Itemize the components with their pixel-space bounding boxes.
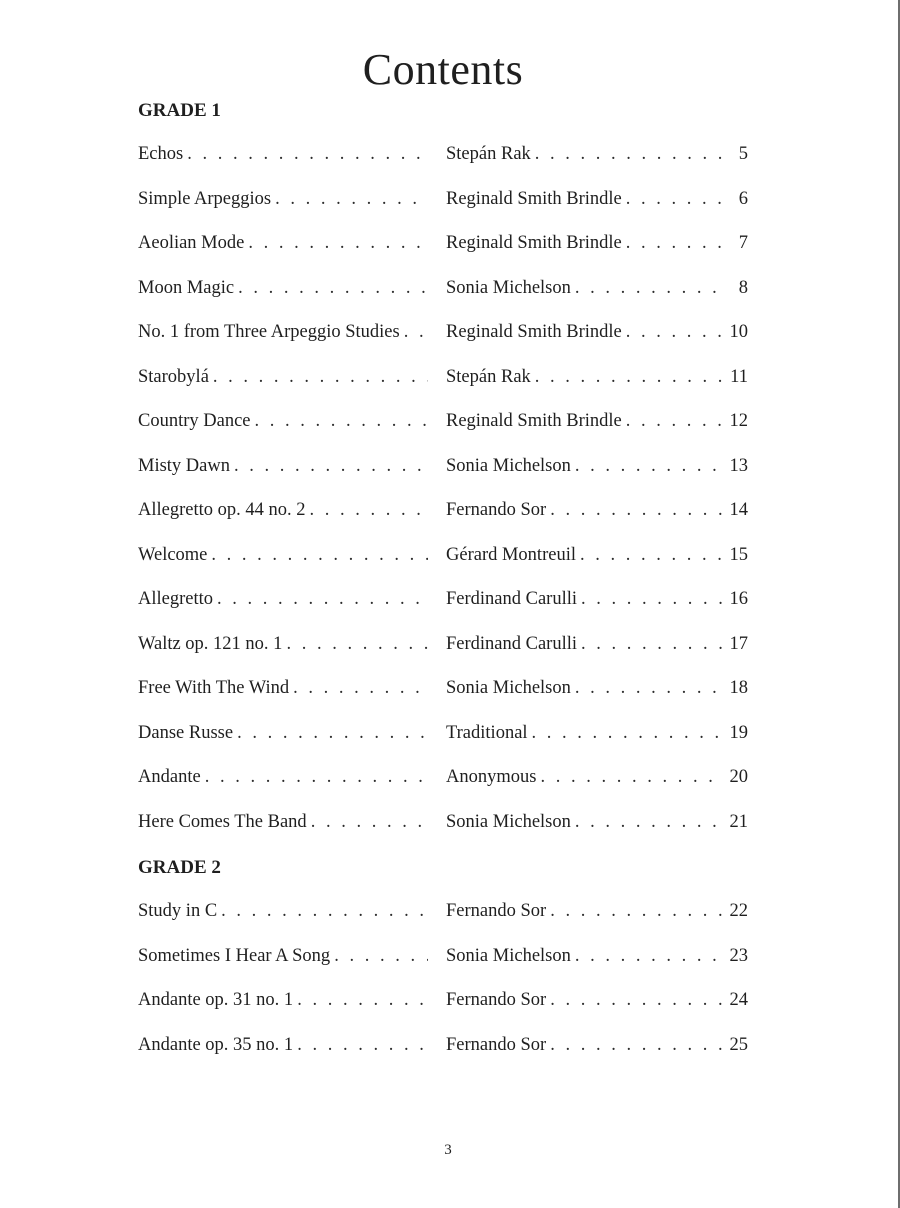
entry-page-number: 20 [729, 767, 748, 787]
entry-page-number: 16 [729, 589, 748, 609]
entry-composer: Fernando Sor [446, 1034, 547, 1055]
page-title: Contents [362, 45, 524, 94]
entry-composer: Sonia Michelson [446, 678, 571, 698]
entry-composer-column [446, 722, 748, 744]
entry-page-number: 6 [738, 188, 748, 209]
entry-title: Starobylá [138, 366, 209, 387]
dot-leader [532, 722, 724, 744]
entry-composer-column [446, 811, 748, 833]
entry-composer-column [446, 989, 748, 1011]
entry-composer: Gérard Montreuil [446, 544, 576, 565]
contents-entry [138, 321, 748, 366]
entry-title: Andante [138, 767, 201, 787]
entry-page-number: 22 [729, 901, 748, 921]
entry-page-number: 15 [729, 544, 748, 565]
dot-leader [286, 633, 428, 655]
contents-entry [138, 455, 748, 500]
dot-leader [221, 900, 428, 922]
entry-composer: Reginald Smith Brindle [446, 233, 622, 253]
section-heading: GRADE 2 [138, 857, 221, 878]
entry-composer: Anonymous [446, 767, 537, 787]
entry-composer: Ferdinand Carulli [446, 633, 578, 654]
dot-leader [575, 677, 724, 699]
entry-composer-column [446, 900, 748, 922]
entry-composer: Sonia Michelson [446, 811, 571, 832]
section-grade-2 [138, 856, 748, 1078]
page-number: 3 [444, 1142, 452, 1158]
dot-leader [535, 143, 724, 165]
entry-composer: Traditional [446, 722, 528, 743]
entry-page-number: 13 [729, 455, 748, 476]
dot-leader [187, 143, 428, 165]
entry-composer: Fernando Sor [446, 500, 547, 520]
entry-composer: Stepán Rak [446, 144, 531, 164]
entry-title: Free With The Wind [138, 678, 290, 698]
entry-composer: Reginald Smith Brindle [446, 188, 622, 209]
dot-leader [234, 455, 428, 477]
dot-leader [310, 499, 428, 521]
entry-title: Aeolian Mode [138, 233, 245, 253]
entry-title-column [138, 1034, 432, 1056]
entry-title: Danse Russe [138, 722, 234, 743]
entry-title: Andante op. 31 no. 1 [138, 990, 294, 1010]
entry-composer-column [446, 588, 748, 610]
entry-composer: Fernando Sor [446, 990, 547, 1010]
contents-entry [138, 900, 748, 945]
dot-leader [626, 321, 724, 343]
entry-title-column [138, 811, 432, 833]
entry-page-number: 5 [738, 144, 748, 164]
entry-composer-column [446, 410, 748, 432]
entry-composer-column [446, 544, 748, 566]
entry-title: Echos [138, 144, 184, 164]
dot-leader [550, 900, 724, 922]
entry-title-column [138, 410, 432, 432]
dot-leader [211, 544, 428, 566]
entry-title-column [138, 633, 432, 655]
entry-page-number: 24 [729, 990, 748, 1010]
entry-composer-column [446, 633, 748, 655]
entry-composer-column [446, 1034, 748, 1056]
contents-entry [138, 1034, 748, 1079]
dot-leader [581, 633, 724, 655]
entry-title-column [138, 544, 432, 566]
dot-leader [575, 277, 724, 299]
contents-entry [138, 588, 748, 633]
entry-title: Moon Magic [138, 277, 235, 298]
entry-title-column [138, 366, 432, 388]
contents-entry [138, 945, 748, 990]
entry-composer-column [446, 455, 748, 477]
contents-entry [138, 188, 748, 233]
entry-composer-column [446, 366, 748, 388]
dot-leader [581, 588, 724, 610]
dot-leader [275, 188, 428, 210]
entry-page-number: 17 [729, 633, 748, 654]
contents-entry [138, 766, 748, 811]
entry-title: Country Dance [138, 411, 251, 431]
entry-title: Here Comes The Band [138, 811, 307, 832]
entry-composer-column [446, 232, 748, 254]
dot-leader [297, 1034, 428, 1056]
contents-entry [138, 143, 748, 188]
entry-page-number: 14 [729, 500, 748, 520]
contents-entry [138, 277, 748, 322]
section-heading: GRADE 1 [138, 100, 221, 121]
entry-title-column [138, 188, 432, 210]
entry-title-column [138, 321, 432, 343]
entry-title: No. 1 from Three Arpeggio Studies [138, 322, 400, 342]
entry-composer: Reginald Smith Brindle [446, 322, 622, 342]
dot-leader [575, 945, 724, 967]
dot-leader [535, 366, 724, 388]
contents-entry [138, 677, 748, 722]
entry-page-number: 18 [729, 678, 748, 698]
entry-page-number: 25 [729, 1034, 748, 1055]
entry-composer-column [446, 277, 748, 299]
dot-leader [540, 766, 724, 788]
section-grade-1 [138, 99, 748, 855]
entries-list [138, 900, 748, 1078]
entry-title: Allegretto op. 44 no. 2 [138, 500, 306, 520]
entry-page-number: 8 [738, 277, 748, 298]
entry-title-column [138, 945, 432, 967]
entry-page-number: 12 [729, 411, 748, 431]
contents-entry [138, 366, 748, 411]
entry-title-column [138, 143, 432, 165]
entry-composer: Reginald Smith Brindle [446, 411, 622, 431]
entry-title: Misty Dawn [138, 455, 230, 476]
dot-leader [238, 277, 428, 299]
dot-leader [334, 945, 428, 967]
entry-page-number: 11 [730, 366, 748, 387]
entry-page-number: 21 [729, 811, 748, 832]
dot-leader [248, 232, 428, 254]
entry-page-number: 10 [729, 322, 748, 342]
entry-title: Study in C [138, 901, 218, 921]
entry-title-column [138, 455, 432, 477]
entry-title-column [138, 900, 432, 922]
contents-entry [138, 499, 748, 544]
entry-composer-column [446, 188, 748, 210]
dot-leader [293, 677, 428, 699]
entry-composer: Sonia Michelson [446, 945, 571, 966]
entry-composer-column [446, 945, 748, 967]
contents-entry [138, 633, 748, 678]
entry-title: Waltz op. 121 no. 1 [138, 633, 283, 654]
entries-list [138, 143, 748, 855]
dot-leader [626, 232, 724, 254]
entry-title-column [138, 677, 432, 699]
entry-composer: Ferdinand Carulli [446, 589, 578, 609]
contents-entry [138, 989, 748, 1034]
entry-title: Sometimes I Hear A Song [138, 945, 331, 966]
dot-leader [217, 588, 428, 610]
dot-leader [404, 321, 428, 343]
entry-title-column [138, 588, 432, 610]
entry-composer: Sonia Michelson [446, 277, 571, 298]
entry-page-number: 7 [738, 233, 748, 253]
entry-composer-column [446, 499, 748, 521]
contents-entry [138, 410, 748, 455]
entry-title: Simple Arpeggios [138, 188, 272, 209]
entry-composer: Sonia Michelson [446, 455, 571, 476]
dot-leader [255, 410, 428, 432]
entry-title: Welcome [138, 544, 208, 565]
entry-composer: Stepán Rak [446, 366, 531, 387]
contents-entry [138, 544, 748, 589]
entry-title-column [138, 232, 432, 254]
dot-leader [213, 366, 428, 388]
entry-title-column [138, 989, 432, 1011]
contents-entry [138, 811, 748, 856]
dot-leader [550, 1034, 724, 1056]
entry-title-column [138, 766, 432, 788]
contents-entry [138, 722, 748, 767]
entry-title-column [138, 499, 432, 521]
entry-title: Allegretto [138, 589, 214, 609]
entry-title: Andante op. 35 no. 1 [138, 1034, 294, 1055]
dot-leader [626, 188, 724, 210]
dot-leader [580, 544, 724, 566]
entry-title-column [138, 277, 432, 299]
entry-page-number: 23 [729, 945, 748, 966]
entry-title-column [138, 722, 432, 744]
dot-leader [626, 410, 724, 432]
dot-leader [575, 811, 724, 833]
dot-leader [297, 989, 428, 1011]
dot-leader [205, 766, 428, 788]
contents-entry [138, 232, 748, 277]
entry-composer-column [446, 143, 748, 165]
dot-leader [237, 722, 428, 744]
entry-composer: Fernando Sor [446, 901, 547, 921]
entry-composer-column [446, 321, 748, 343]
dot-leader [550, 989, 724, 1011]
dot-leader [575, 455, 724, 477]
entry-composer-column [446, 677, 748, 699]
dot-leader [311, 811, 428, 833]
entry-composer-column [446, 766, 748, 788]
dot-leader [550, 499, 724, 521]
entry-page-number: 19 [729, 722, 748, 743]
